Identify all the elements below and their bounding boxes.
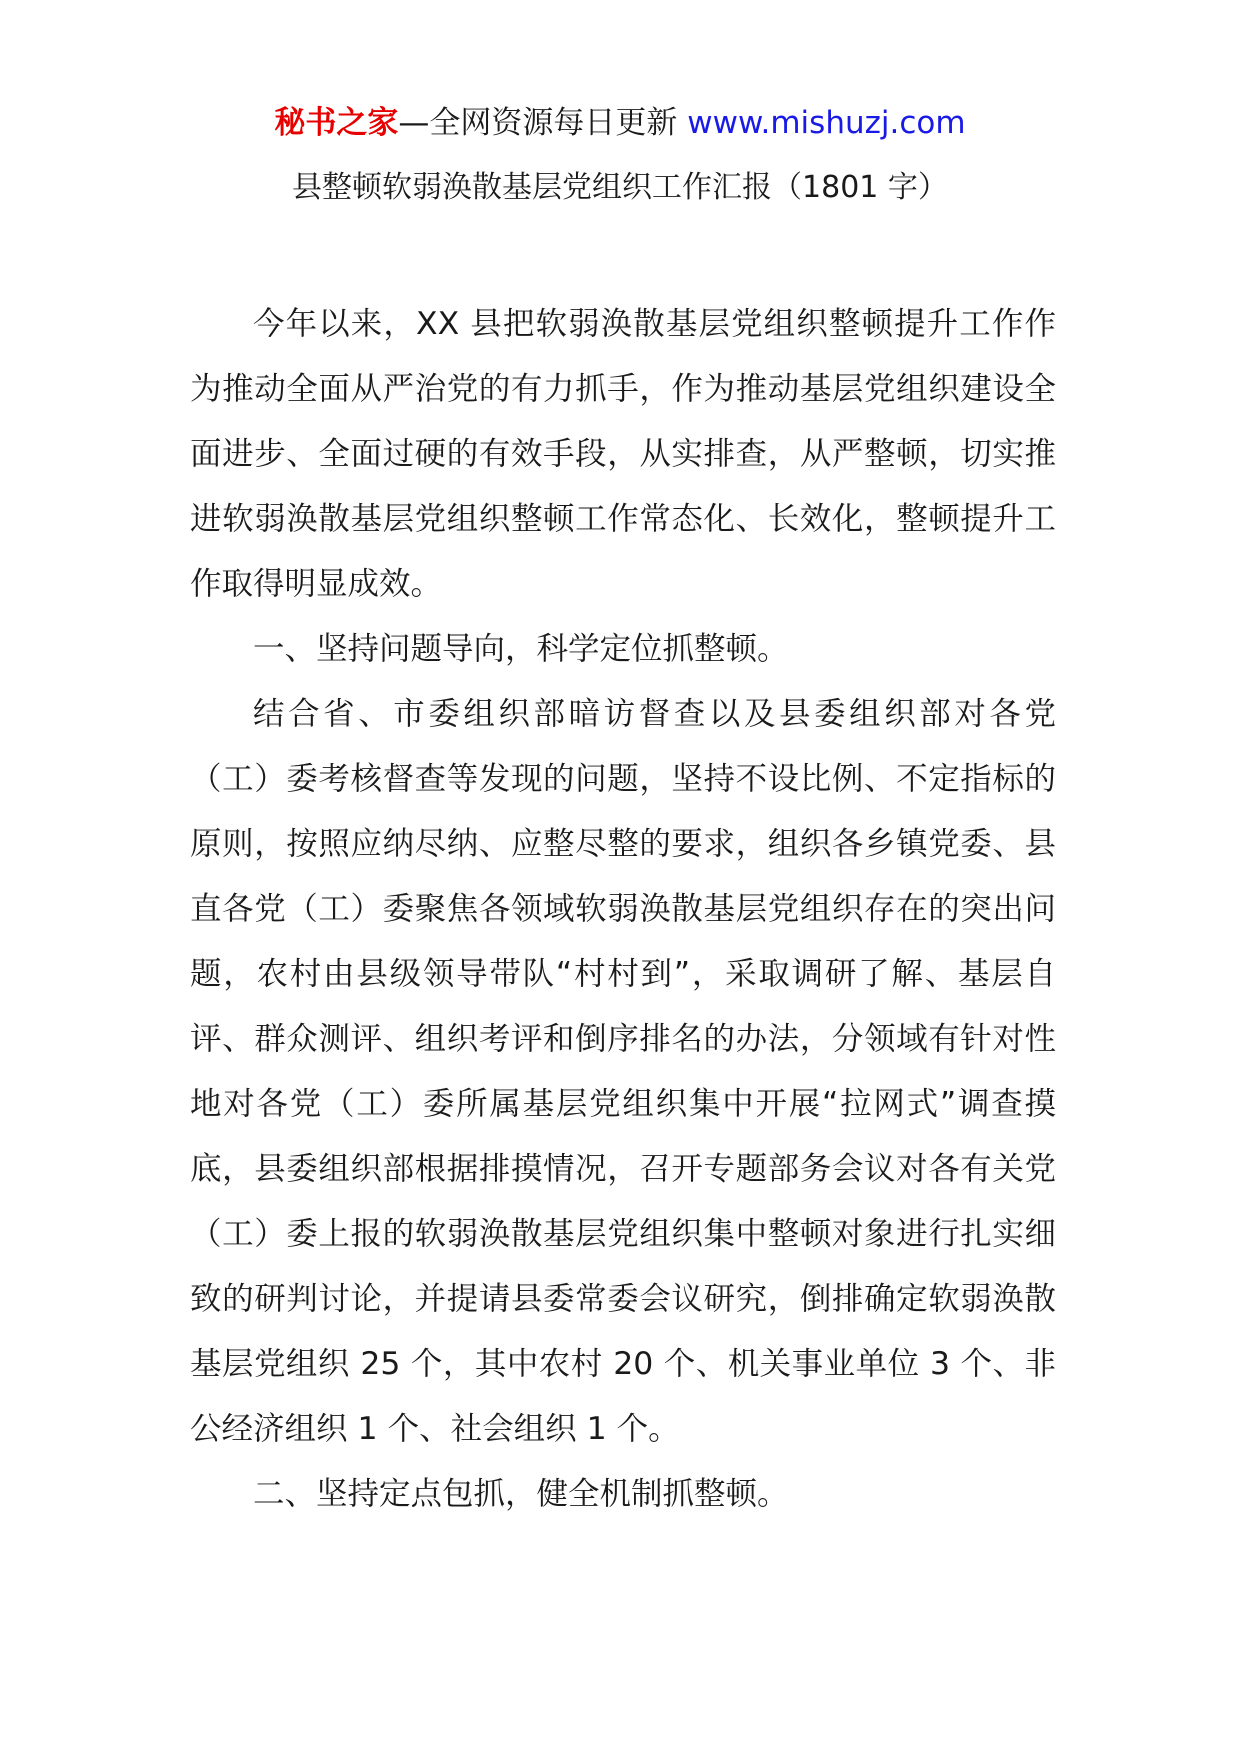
intro-paragraph: 今年以来，XX 县把软弱涣散基层党组织整顿提升工作作为推动全面从严治党的有力抓手，作为推动基层党组织建设全面进步、全面过硬的有效手段，从实排查，从严整顿，切实推进软弱涣散基层党组织整顿工作常态化、长效化，整顿提升工作取得明显成效。	[190, 306, 1056, 602]
document-title: 县整顿软弱涣散基层党组织工作汇报（1801 字）	[292, 170, 948, 205]
section-1-heading: 一、坚持问题导向，科学定位抓整顿。	[253, 631, 789, 667]
section-1-paragraph: 结合省、市委组织部暗访督查以及县委组织部对各党（工）委考核督查等发现的问题，坚持不设比例、不定指标的原则，按照应纳尽纳、应整尽整的要求，组织各乡镇党委、县直各党（工）委聚焦各领域软弱涣散基层党组织存在的突出问题，农村由县级领导带队“村村到”，采取调研了解、基层自评、群众测评、组织考评和倒序排名的办法，分领域有针对性地对各党（工）委所属基层党组织集中开展“拉网式”调查摸底，县委组织部根据排摸情况，召开专题部务会议对各有关党（工）委上报的软弱涣散基层党组织集中整顿对象进行扎实细致的研判讨论，并提请县委常委会议研究，倒排确定软弱涣散基层党组织 25 个，其中农村 20 个、机关事业单位 3 个、非公经济组织 1 个、社会组织 1 个。	[190, 696, 1056, 1447]
site-url-link[interactable]: www.mishuzj.com	[687, 105, 966, 141]
header-slogan: —全网资源每日更新	[398, 105, 678, 141]
section-2-heading: 二、坚持定点包抓，健全机制抓整顿。	[253, 1476, 789, 1512]
site-header	[0, 100, 1240, 146]
document-body	[190, 292, 1056, 1527]
brand-name: 秘书之家	[274, 105, 399, 141]
